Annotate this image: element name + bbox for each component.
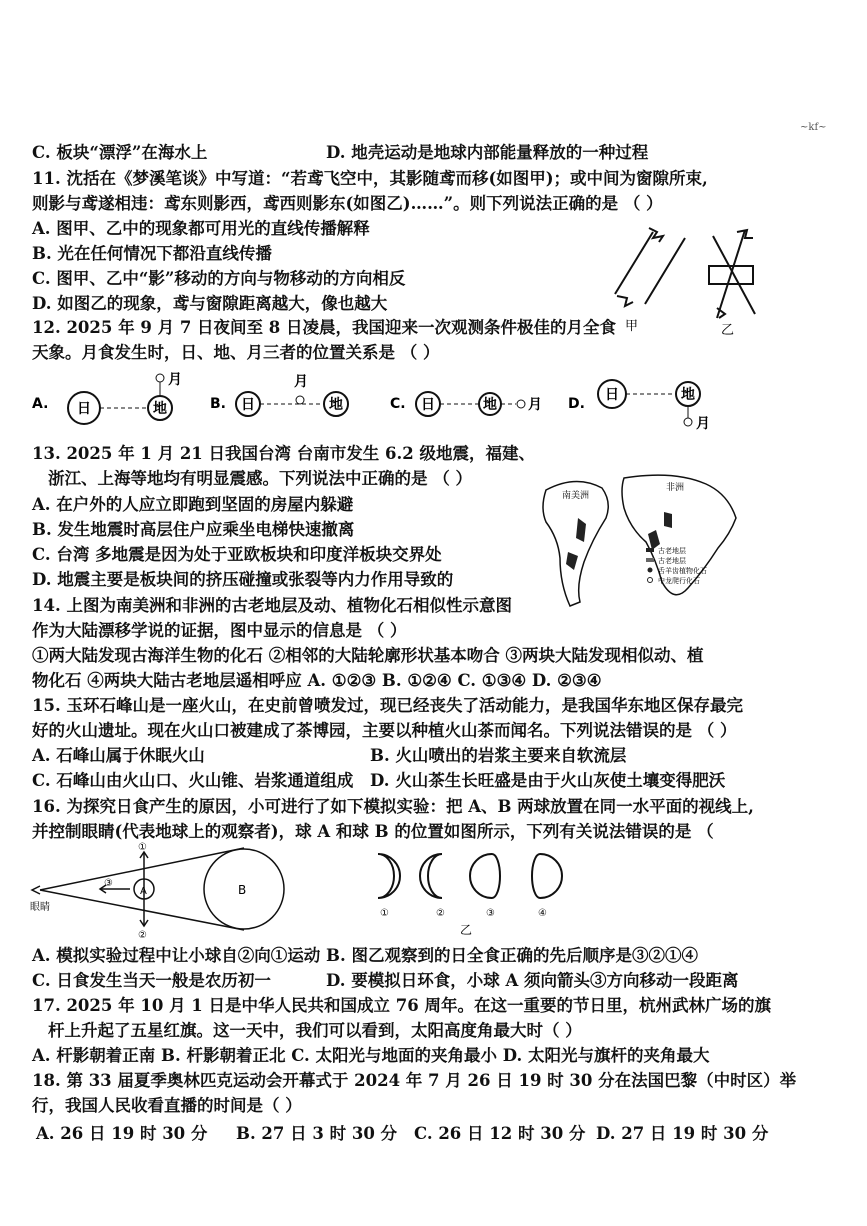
q13-option-d: D. 地震主要是板块间的挤压碰撞或张裂等内力作用导致的 (32, 570, 454, 589)
q14-statements-1: ①两大陆发现古海洋生物的化石 ②相邻的大陆轮廓形状基本吻合 ③两块大陆发现相似动、植 (32, 646, 704, 665)
q17-stem-2: 杆上升起了五星红旗。这一天中，我们可以看到，太阳高度角最大时（ ） (48, 1021, 582, 1040)
q15-option-b: B. 火山喷出的岩浆主要来自软流层 (370, 746, 627, 765)
q11-stem-2: 则影与鸢遂相违：鸢东则影西，鸢西则影东(如图乙)……”。则下列说法正确的是 （ ） (32, 194, 663, 213)
q15-option-c: C. 石峰山由火山口、火山锥、岩浆通道组成 (32, 771, 354, 790)
q12-a-moon: 月 (168, 372, 182, 388)
q17-options: A. 杆影朝着正南 B. 杆影朝着正北 C. 太阳光与地面的夹角最小 D. 太阳光与旗杆的夹角最大 (32, 1046, 710, 1065)
q16-option-d: D. 要模拟日环食，小球 A 须向箭头③方向移动一段距离 (326, 971, 739, 990)
q12-b-moon: 月 (294, 374, 308, 390)
q14-statements-2: 物化石 ④两块大陆古老地层遥相呼应 A. ①②③ B. ①②④ C. ①③④ D. ②③④ (32, 671, 602, 690)
q12-option-d-label: D. (568, 396, 585, 412)
q12-c-sun: 日 (421, 397, 435, 413)
q16-phase-4: ④ (538, 908, 547, 919)
q18-option-b: B. 27 日 3 时 30 分 (236, 1124, 398, 1143)
q11-stem-1: 11. 沈括在《梦溪笔谈》中写道：“若鸢飞空中，其影随鸢而移(如图甲)；或中间为窗隙所束, (32, 169, 708, 188)
q16-stem-1: 16. 为探究日食产生的原因，小可进行了如下模拟实验：把 A、B 两球放置在同一水平面的视线上, (32, 797, 754, 816)
q13-option-c: C. 台湾 多地震是因为处于亚欧板块和印度洋板块交界处 (32, 545, 442, 564)
q15-stem-2: 好的火山遗址。现在火山口被建成了茶博园，主要以种植火山茶而闻名。下列说法错误的是 （ ） (32, 721, 737, 740)
q11-option-c: C. 图甲、乙中“影”移动的方向与物移动的方向相反 (32, 269, 406, 288)
q14-legend-2: 古老地层 (658, 557, 686, 565)
q16-arrow-3: ③ (104, 878, 113, 889)
q12-a-sun: 日 (77, 401, 91, 417)
q16-phase-3: ③ (486, 908, 495, 919)
q12-a-earth: 地 (153, 401, 167, 417)
q16-arrow-2: ② (138, 930, 147, 938)
q16-label-yi: 乙 (460, 923, 473, 937)
q12-options-figure (28, 368, 788, 432)
q16-eye-label: 眼睛 (30, 902, 50, 913)
q12-d-moon: 月 (696, 416, 710, 432)
q16-eclipse-phases-figure (360, 850, 580, 940)
q18-stem-1: 18. 第 33 届夏季奥林匹克运动会开幕式于 2024 年 7 月 26 日 19 时 30 分在法国巴黎（中时区）举 (32, 1071, 797, 1090)
q12-d-sun: 日 (605, 387, 619, 403)
q16-stem-2: 并控制眼睛(代表地球上的观察者)，球 A 和球 B 的位置如图所示，下列有关说法错误的是 （ (32, 822, 714, 841)
q14-label-africa: 非洲 (666, 483, 685, 493)
q16-ball-b: B (238, 883, 247, 897)
q12-b-earth: 地 (329, 397, 343, 413)
q17-stem-1: 17. 2025 年 10 月 1 日是中华人民共和国成立 76 周年。在这一重要的节日里，杭州武林广场的旗 (32, 996, 771, 1015)
page-mark: ~kf~ (800, 122, 827, 133)
q14-stem-2: 作为大陆漂移学说的证据，图中显示的信息是 （ ） (32, 621, 407, 640)
q16-options-ab: A. 模拟实验过程中让小球自②向①运动 B. 图乙观察到的日全食正确的先后顺序是③②①④ (32, 946, 698, 965)
q10-option-d: D. 地壳运动是地球内部能量释放的一种过程 (326, 143, 649, 162)
q15-option-a: A. 石峰山属于休眠火山 (32, 746, 205, 765)
q12-c-moon: 月 (528, 397, 542, 413)
q14-legend-1: 古老地层 (658, 547, 686, 555)
q14-continents-map (528, 468, 756, 608)
q12-option-b-label: B. (210, 396, 226, 412)
q14-legend-3: 舌羊齿植物化石 (658, 567, 707, 575)
q10-option-c: C. 板块“漂浮”在海水上 (32, 143, 208, 162)
q11-option-a: A. 图甲、乙中的现象都可用光的直线传播解释 (32, 219, 370, 238)
q18-stem-2: 行，我国人民收看直播的时间是（ ） (32, 1096, 302, 1115)
q12-option-a-label: A. (32, 396, 49, 412)
q18-option-c: C. 26 日 12 时 30 分 (414, 1124, 586, 1143)
q13-stem-2: 浙江、上海等地均有明显震感。下列说法中正确的是 （ ） (48, 469, 472, 488)
q16-arrow-1: ① (138, 842, 147, 853)
q11-option-b: B. 光在任何情况下都沿直线传播 (32, 244, 272, 263)
q18-option-d: D. 27 日 19 时 30 分 (596, 1124, 769, 1143)
q11-option-d: D. 如图乙的现象，鸢与窗隙距离越大，像也越大 (32, 294, 388, 313)
q15-stem-1: 15. 玉环石峰山是一座火山，在史前曾喷发过，现已经丧失了活动能力，是我国华东地区保存最完 (32, 696, 743, 715)
q16-ball-a: A (140, 886, 147, 897)
q15-option-d: D. 火山茶生长旺盛是由于火山灰使土壤变得肥沃 (370, 771, 726, 790)
q16-phase-1: ① (380, 908, 389, 919)
q16-option-c: C. 日食发生当天一般是农历初一 (32, 971, 271, 990)
q14-legend-4: 中龙爬行化石 (658, 577, 700, 585)
q12-stem-2: 天象。月食发生时，日、地、月三者的位置关系是 （ ） (32, 343, 440, 362)
q13-option-b: B. 发生地震时高层住户应乘坐电梯快速撤离 (32, 520, 355, 539)
q11-figure-kite-shadow (605, 222, 765, 342)
q12-c-earth: 地 (483, 397, 497, 413)
q11-label-yi: 乙 (721, 323, 735, 338)
q12-d-earth: 地 (681, 387, 695, 403)
q12-b-sun: 日 (241, 397, 255, 413)
q12-stem-1: 12. 2025 年 9 月 7 日夜间至 8 日凌晨，我国迎来一次观测条件极佳的月全食 (32, 318, 617, 337)
q16-eclipse-setup-figure (30, 842, 320, 938)
q11-label-jia: 甲 (625, 319, 639, 334)
q18-option-a: A. 26 日 19 时 30 分 (36, 1124, 208, 1143)
q13-stem-1: 13. 2025 年 1 月 21 日我国台湾 台南市发生 6.2 级地震，福建、 (32, 444, 535, 463)
q13-option-a: A. 在户外的人应立即跑到坚固的房屋内躲避 (32, 495, 354, 514)
q16-phase-2: ② (436, 908, 445, 919)
q14-label-south-america: 南美洲 (562, 491, 590, 501)
q14-stem-1: 14. 上图为南美洲和非洲的古老地层及动、植物化石相似性示意图 (32, 596, 512, 615)
q12-option-c-label: C. (390, 396, 406, 412)
